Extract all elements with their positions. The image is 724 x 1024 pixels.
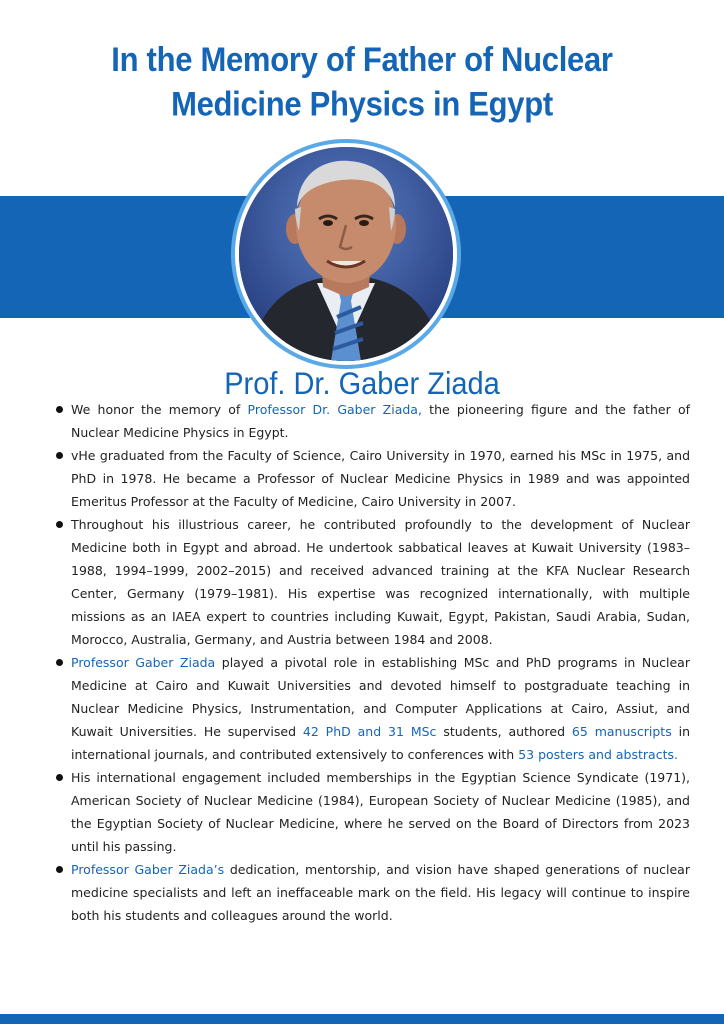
list-item [71,444,690,513]
bullet-text: Throughout his illustrious career, he contributed profoundly to the development of Nuclear Medicine both in Egypt and abroad. He undertook sabbatical leaves at Kuwait University (1983–1988, 1994–1999, 2002–2015) and received advanced training at the KFA Nuclear Research Center, Germany (1979–1981). His expertise was recognized internationally, with multiple missions as an IAEA expert to countries including Kuwait, Egypt, Pakistan, Saudi Arabia, Sudan, Morocco, Australia, Germany, and Austria between 1984 and 2008. [71,517,690,647]
highlight-text: 42 PhD and 31 MSc [302,724,437,739]
highlight-text: 65 manuscripts [571,724,672,739]
highlight-text: Professor Dr. Gaber Ziada, [247,402,422,417]
bullet-text: in international journals, and contributed extensively to conferences with [71,724,691,762]
list-item [71,651,690,766]
bullet-text: students, authored [436,724,572,739]
bullet-text: played a pivotal role in establishing MSc and PhD programs in Nuclear Medicine at Cairo and Kuwait Universities and devoted himself to postgraduate teaching in Nuclear Medicine Physics, Instrumentation, and Computer Applications at Cairo, Assiut, and Kuwait Universities. He supervised [71,655,690,739]
highlight-text: Professor Gaber Ziada’s [71,862,225,877]
bullet-text: His international engagement included memberships in the Egyptian Science Syndicate (1971), American Society of Nuclear Medicine (1984), European Society of Nuclear Medicine (1985), and the Egyptian Society of Nuclear Medicine, where he served on the Board of Directors from 2023 until his passing. [71,770,690,854]
biography-list [71,398,690,927]
bullet-text: the pioneering figure and the father of Nuclear Medicine Physics in Egypt. [71,402,690,440]
footer-bar [0,1014,724,1024]
portrait-photo [235,143,457,365]
person-name: Prof. Dr. Gaber Ziada [224,366,500,402]
list-item [71,766,690,858]
highlight-text: Professor Gaber Ziada [71,655,216,670]
list-item [71,858,690,927]
bullet-text: We honor the memory of [71,402,248,417]
title-line-1: In the Memory of Father of Nuclear [111,39,613,79]
list-item [71,398,690,444]
portrait-illustration [239,147,453,361]
bullet-text: dedication, mentorship, and vision have shaped generations of nuclear medicine specialists and left an ineffaceable mark on the field. His legacy will continue to inspire both his students and colleagues around the world. [71,862,690,923]
list-item [71,513,690,651]
title-line-2: Medicine Physics in Egypt [171,84,553,124]
bullet-text: vHe graduated from the Faculty of Science, Cairo University in 1970, earned his MSc in 1975, and PhD in 1978. He became a Professor of Nuclear Medicine Physics in 1989 and was appointed Emeritus Professor at the Faculty of Medicine, Cairo University in 2007. [71,448,690,509]
highlight-text: 53 posters and abstracts. [518,747,678,762]
page-title [0,37,724,127]
